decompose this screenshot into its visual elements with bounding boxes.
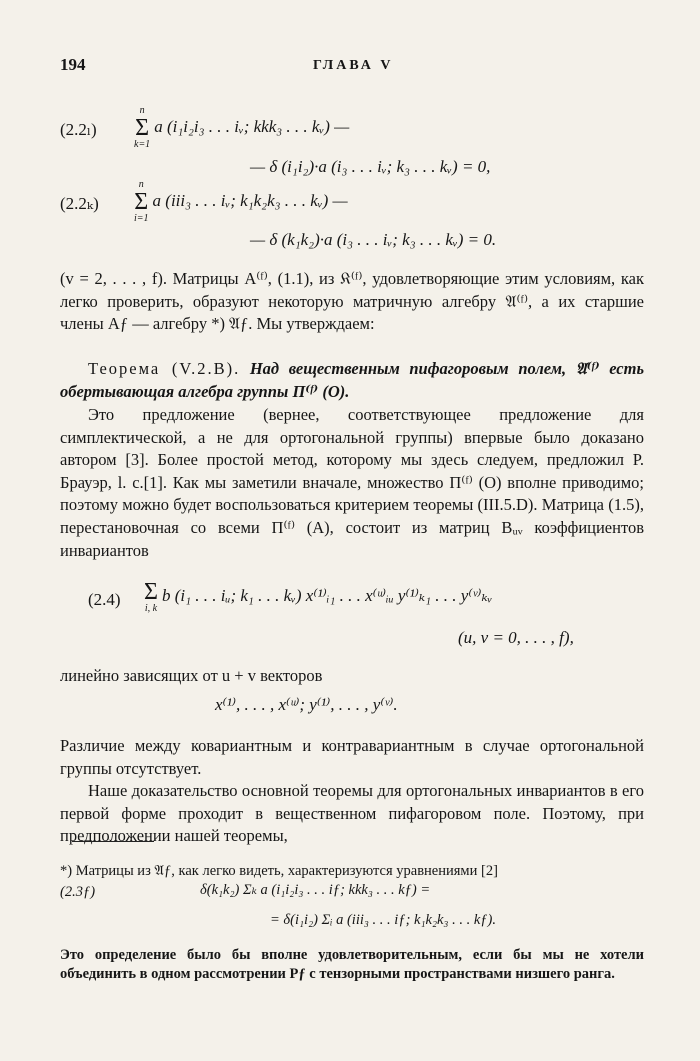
footnote-note: Это определение было бы вполне удовлетворительным, если бы мы не хотели объединить в одном рассмотрении Pƒ с тензорными пространствами низшего ранга. (60, 947, 644, 982)
footnote-equation-line1: δ(k₁k₂) Σₖ a (i₁i₂i₃ . . . iƒ; kkk₃ . . . kƒ) = (200, 882, 431, 898)
equation-label: (2.2ₗ) (60, 120, 97, 139)
equation-2-2l-line2: — δ (i₁i₂)·a (i₃ . . . iᵥ; k₃ . . . kᵥ) = 0, (250, 157, 491, 176)
chapter-title: ГЛАВА V (313, 58, 394, 73)
theorem-statement: Над вещественным пифагоровым полем, 𝔄⁽ᶠ⁾ есть обертывающая алгебра группы Π⁽ᶠ⁾ (O). (60, 359, 645, 401)
theorem-heading: Теорема (V.2.B). (88, 359, 241, 378)
equation-label: (2.4) (88, 590, 121, 609)
footnote-equation-label: (2.3ƒ) (60, 884, 96, 900)
summation-sign: Σ i, k (144, 579, 158, 614)
equation-2-2l-line1: n Σ k=1 a (i₁i₂i₃ . . . iᵥ; kkk₃ . . . kᵥ) — (134, 105, 350, 150)
summation-sign: n Σ i=1 (134, 179, 149, 224)
paragraph: Наше доказательство основной теоремы для ортогональных инвариантов в его первой форме проходит в вещественном пифагоровом поле. Поэтому, при предположении нашей теоремы, (60, 781, 644, 846)
page-number: 194 (60, 55, 86, 74)
summation-sign: n Σ k=1 (134, 105, 151, 150)
equation-2-4-line2: (u, v = 0, . . . , f), (458, 628, 574, 647)
equation-2-4-line1: Σ i, k b (i₁ . . . iᵤ; k₁ . . . kᵥ) x⁽¹⁾ᵢ₁ . . . x⁽ᵘ⁾ᵢᵤ y⁽¹⁾ₖ₁ . . . y⁽ᵛ⁾ₖᵥ (144, 579, 493, 614)
footnote-separator (72, 841, 154, 842)
paragraph: (v = 2, . . . , f). Матрицы A⁽ᶠ⁾, (1.1), из 𝔎⁽ᶠ⁾, удовлетворяющие этим условиям, как легко проверить, образуют некоторую матричную алгебру 𝔄⁽ᶠ⁾, а их старшие члены Aƒ — алгебру *) 𝔄ƒ. Мы утверждаем: (60, 269, 644, 334)
vector-list: x⁽¹⁾, . . . , x⁽ᵘ⁾; y⁽¹⁾, . . . , y⁽ᵛ⁾. (215, 695, 398, 714)
paragraph: Различие между ковариантным и контравариантным в случае ортогональной группы отсутствует. (60, 736, 644, 778)
equation-label: (2.2ₖ) (60, 194, 99, 213)
footnote-intro: *) Матрицы из 𝔄ƒ, как легко видеть, характеризуются уравнениями [2] (60, 863, 498, 879)
paragraph: Это предложение (вернее, соответствующее предложение для симплектической, а не для ортогональной группы) впервые было доказано автором [3]. Более простой метод, которому мы здесь следуем, предложил Р. Брауэр, l. c.[1]. Как мы заметили вначале, множество Π⁽ᶠ⁾ (O) вполне приводимо; поэтому можно будет воспользоваться критерием теоремы (III.5.D). Матрица (1.5), перестановочная со всеми Π⁽ᶠ⁾ (A), состоит из матриц Bᵤᵥ коэффициентов инвариантов (60, 405, 644, 560)
paragraph: линейно зависящих от u + v векторов (60, 666, 323, 685)
theorem (60, 358, 644, 403)
footnote-equation-line2: = δ(i₁i₂) Σᵢ a (iii₃ . . . iƒ; k₁k₂k₃ . . . kƒ). (270, 912, 496, 928)
equation-2-2k-line1: n Σ i=1 a (iii₃ . . . iᵥ; k₁k₂k₃ . . . kᵥ) — (134, 179, 348, 224)
equation-2-2k-line2: — δ (k₁k₂)·a (i₃ . . . iᵥ; k₃ . . . kᵥ) = 0. (250, 230, 497, 249)
